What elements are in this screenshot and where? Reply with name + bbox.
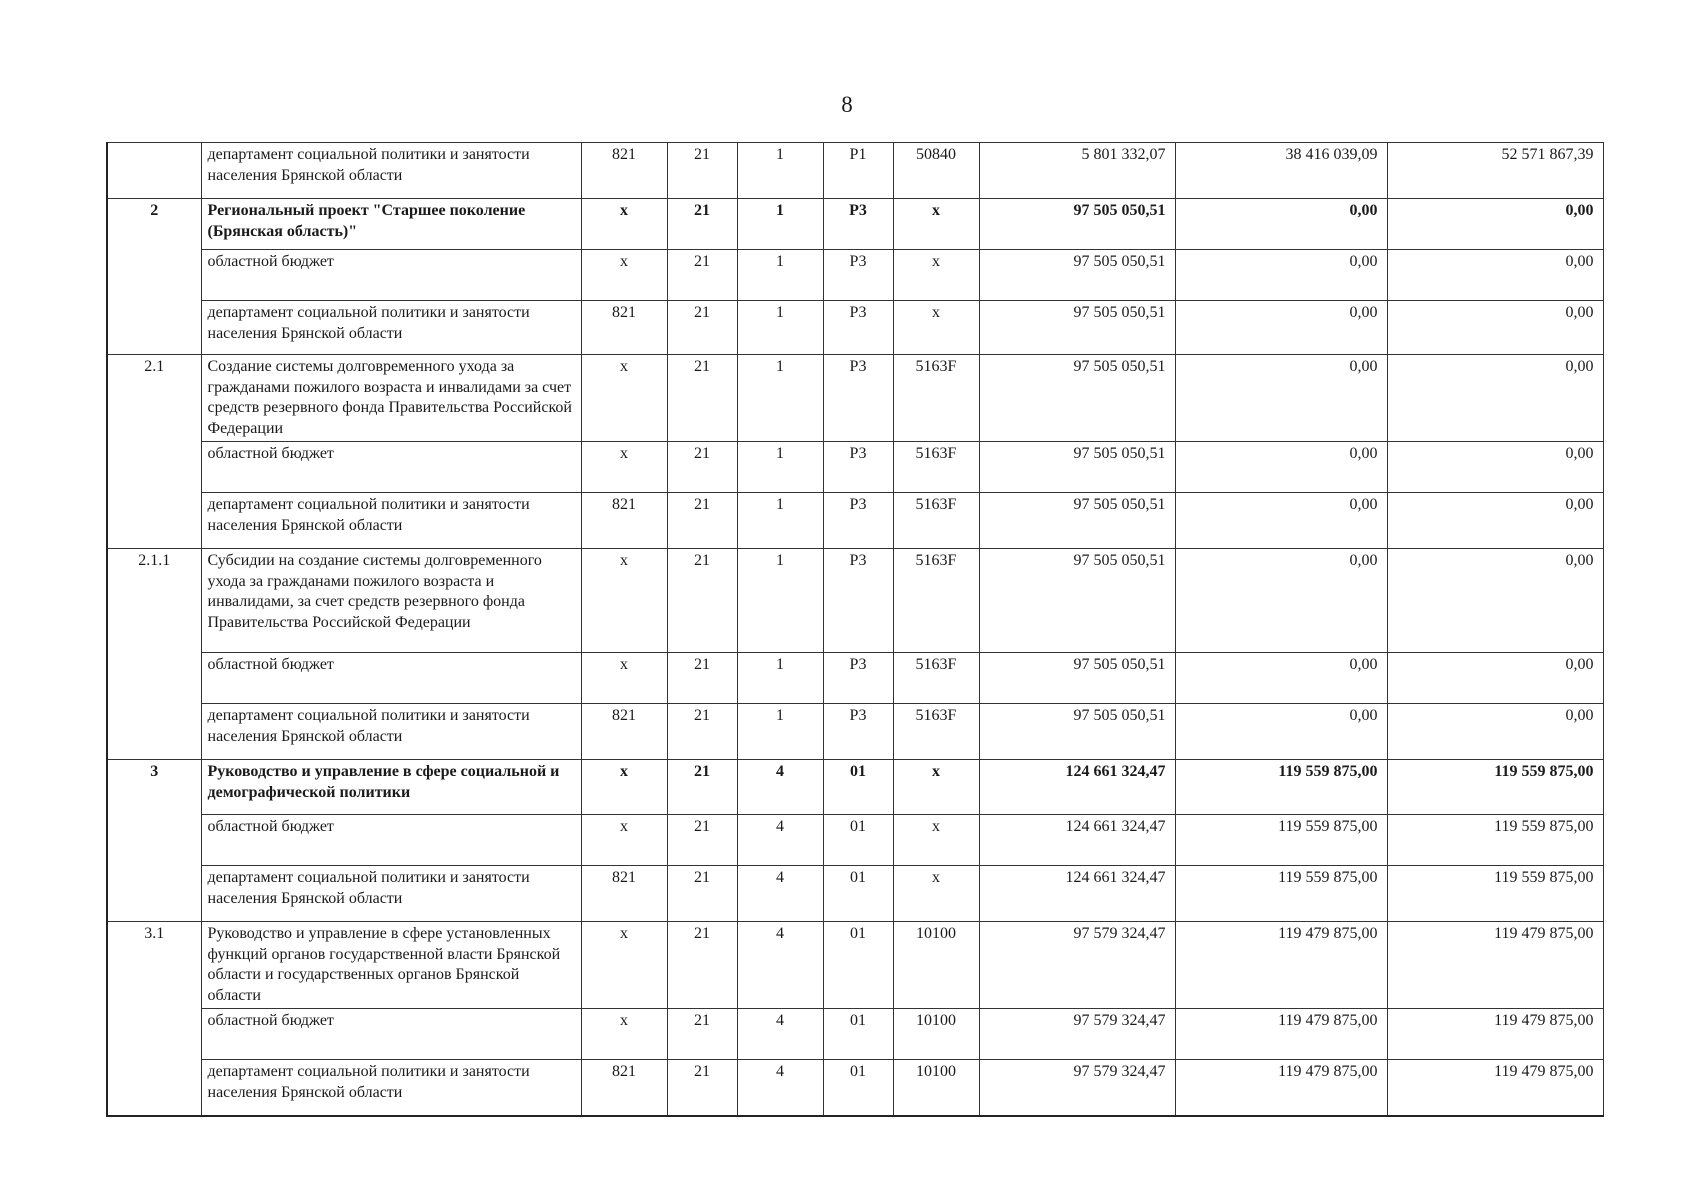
program-code: 21	[667, 549, 737, 653]
amount-year-3: 0,00	[1387, 199, 1603, 250]
direction-code: 5163F	[893, 442, 979, 493]
subprogram-code: 1	[737, 653, 823, 704]
amount-year-2: 0,00	[1175, 653, 1387, 704]
amount-year-1: 97 505 050,51	[979, 250, 1175, 301]
program-code: 21	[667, 250, 737, 301]
amount-year-1: 124 661 324,47	[979, 866, 1175, 922]
subprogram-code: 1	[737, 250, 823, 301]
grbs-code: х	[581, 760, 667, 815]
program-code: 21	[667, 866, 737, 922]
row-name: департамент социальной политики и занятости населения Брянской области	[201, 704, 581, 760]
grbs-code: х	[581, 922, 667, 1009]
table-row	[107, 355, 1603, 442]
table-row	[107, 493, 1603, 549]
amount-year-3: 119 479 875,00	[1387, 1009, 1603, 1060]
grbs-code: 821	[581, 704, 667, 760]
measure-code: 01	[823, 760, 893, 815]
subprogram-code: 1	[737, 355, 823, 442]
direction-code: 5163F	[893, 493, 979, 549]
amount-year-1: 97 505 050,51	[979, 549, 1175, 653]
measure-code: 01	[823, 922, 893, 1009]
table-row	[107, 653, 1603, 704]
direction-code: х	[893, 866, 979, 922]
program-code: 21	[667, 1009, 737, 1060]
table-row	[107, 704, 1603, 760]
subprogram-code: 1	[737, 442, 823, 493]
row-name: областной бюджет	[201, 250, 581, 301]
grbs-code: х	[581, 199, 667, 250]
row-name: Субсидии на создание системы долговременного ухода за гражданами пожилого возраста и инвалидами, за счет средств резервного фонда Правительства Российской Федерации	[201, 549, 581, 653]
grbs-code: 821	[581, 1060, 667, 1116]
program-code: 21	[667, 922, 737, 1009]
direction-code: 5163F	[893, 704, 979, 760]
measure-code: P3	[823, 704, 893, 760]
measure-code: P3	[823, 355, 893, 442]
row-name: департамент социальной политики и занятости населения Брянской области	[201, 493, 581, 549]
row-name: департамент социальной политики и занятости населения Брянской области	[201, 301, 581, 355]
measure-code: P3	[823, 250, 893, 301]
table-row	[107, 549, 1603, 653]
row-number: 2.1.1	[107, 549, 201, 760]
amount-year-1: 97 579 324,47	[979, 922, 1175, 1009]
amount-year-2: 119 479 875,00	[1175, 922, 1387, 1009]
measure-code: 01	[823, 1060, 893, 1116]
measure-code: P3	[823, 653, 893, 704]
amount-year-3: 119 479 875,00	[1387, 922, 1603, 1009]
amount-year-3: 0,00	[1387, 442, 1603, 493]
subprogram-code: 1	[737, 704, 823, 760]
subprogram-code: 1	[737, 549, 823, 653]
amount-year-1: 97 579 324,47	[979, 1060, 1175, 1116]
amount-year-2: 0,00	[1175, 301, 1387, 355]
row-name: областной бюджет	[201, 815, 581, 866]
measure-code: P3	[823, 442, 893, 493]
direction-code: 10100	[893, 922, 979, 1009]
amount-year-2: 0,00	[1175, 355, 1387, 442]
program-code: 21	[667, 301, 737, 355]
amount-year-1: 5 801 332,07	[979, 143, 1175, 199]
amount-year-1: 97 505 050,51	[979, 704, 1175, 760]
amount-year-2: 119 559 875,00	[1175, 760, 1387, 815]
grbs-code: х	[581, 653, 667, 704]
grbs-code: 821	[581, 143, 667, 199]
row-name: департамент социальной политики и занятости населения Брянской области	[201, 1060, 581, 1116]
table-row	[107, 922, 1603, 1009]
row-name: Руководство и управление в сфере установленных функций органов государственной власти Брянской области и государственных органов Брянской области	[201, 922, 581, 1009]
direction-code: 5163F	[893, 355, 979, 442]
table-row	[107, 442, 1603, 493]
amount-year-1: 124 661 324,47	[979, 815, 1175, 866]
grbs-code: х	[581, 355, 667, 442]
amount-year-2: 119 479 875,00	[1175, 1009, 1387, 1060]
measure-code: P1	[823, 143, 893, 199]
measure-code: 01	[823, 866, 893, 922]
amount-year-1: 97 505 050,51	[979, 355, 1175, 442]
page-number: 8	[841, 92, 853, 117]
amount-year-3: 119 479 875,00	[1387, 1060, 1603, 1116]
amount-year-2: 0,00	[1175, 250, 1387, 301]
amount-year-1: 97 505 050,51	[979, 199, 1175, 250]
table-row	[107, 815, 1603, 866]
amount-year-3: 119 559 875,00	[1387, 760, 1603, 815]
direction-code: 10100	[893, 1060, 979, 1116]
direction-code: 50840	[893, 143, 979, 199]
subprogram-code: 4	[737, 1060, 823, 1116]
program-code: 21	[667, 760, 737, 815]
direction-code: 10100	[893, 1009, 979, 1060]
amount-year-3: 0,00	[1387, 250, 1603, 301]
table-row	[107, 143, 1603, 199]
program-code: 21	[667, 355, 737, 442]
table-row	[107, 199, 1603, 250]
measure-code: P3	[823, 549, 893, 653]
amount-year-2: 119 559 875,00	[1175, 815, 1387, 866]
table-row	[107, 866, 1603, 922]
amount-year-3: 0,00	[1387, 355, 1603, 442]
program-code: 21	[667, 704, 737, 760]
grbs-code: х	[581, 442, 667, 493]
grbs-code: х	[581, 549, 667, 653]
amount-year-3: 52 571 867,39	[1387, 143, 1603, 199]
program-code: 21	[667, 1060, 737, 1116]
amount-year-3: 119 559 875,00	[1387, 815, 1603, 866]
subprogram-code: 4	[737, 922, 823, 1009]
measure-code: 01	[823, 1009, 893, 1060]
table-row	[107, 1009, 1603, 1060]
table-row	[107, 760, 1603, 815]
subprogram-code: 4	[737, 815, 823, 866]
program-code: 21	[667, 653, 737, 704]
program-code: 21	[667, 442, 737, 493]
budget-table	[106, 142, 1604, 1117]
amount-year-1: 97 579 324,47	[979, 1009, 1175, 1060]
direction-code: х	[893, 250, 979, 301]
program-code: 21	[667, 199, 737, 250]
direction-code: х	[893, 301, 979, 355]
amount-year-3: 119 559 875,00	[1387, 866, 1603, 922]
row-name: Создание системы долговременного ухода за гражданами пожилого возраста и инвалидами за счет средств резервного фонда Правительства Российской Федерации	[201, 355, 581, 442]
amount-year-1: 124 661 324,47	[979, 760, 1175, 815]
subprogram-code: 4	[737, 1009, 823, 1060]
row-name: областной бюджет	[201, 1009, 581, 1060]
amount-year-3: 0,00	[1387, 704, 1603, 760]
measure-code: P3	[823, 199, 893, 250]
row-name: Руководство и управление в сфере социальной и демографической политики	[201, 760, 581, 815]
amount-year-2: 0,00	[1175, 704, 1387, 760]
subprogram-code: 1	[737, 143, 823, 199]
amount-year-1: 97 505 050,51	[979, 653, 1175, 704]
subprogram-code: 1	[737, 493, 823, 549]
amount-year-3: 0,00	[1387, 301, 1603, 355]
direction-code: х	[893, 199, 979, 250]
amount-year-2: 119 559 875,00	[1175, 866, 1387, 922]
direction-code: х	[893, 760, 979, 815]
grbs-code: х	[581, 1009, 667, 1060]
direction-code: х	[893, 815, 979, 866]
amount-year-3: 0,00	[1387, 493, 1603, 549]
row-name: областной бюджет	[201, 653, 581, 704]
row-number	[107, 143, 201, 199]
row-name: Региональный проект "Старшее поколение (Брянская область)"	[201, 199, 581, 250]
row-name: департамент социальной политики и занятости населения Брянской области	[201, 866, 581, 922]
row-number: 3.1	[107, 922, 201, 1116]
program-code: 21	[667, 143, 737, 199]
amount-year-2: 0,00	[1175, 493, 1387, 549]
amount-year-2: 119 479 875,00	[1175, 1060, 1387, 1116]
subprogram-code: 4	[737, 866, 823, 922]
row-name: областной бюджет	[201, 442, 581, 493]
row-name: департамент социальной политики и занятости населения Брянской области	[201, 143, 581, 199]
amount-year-1: 97 505 050,51	[979, 493, 1175, 549]
amount-year-2: 38 416 039,09	[1175, 143, 1387, 199]
amount-year-3: 0,00	[1387, 653, 1603, 704]
grbs-code: х	[581, 815, 667, 866]
direction-code: 5163F	[893, 549, 979, 653]
table-row	[107, 250, 1603, 301]
grbs-code: х	[581, 250, 667, 301]
program-code: 21	[667, 493, 737, 549]
grbs-code: 821	[581, 301, 667, 355]
grbs-code: 821	[581, 493, 667, 549]
amount-year-2: 0,00	[1175, 199, 1387, 250]
measure-code: P3	[823, 493, 893, 549]
direction-code: 5163F	[893, 653, 979, 704]
row-number: 2	[107, 199, 201, 355]
subprogram-code: 1	[737, 301, 823, 355]
table-row	[107, 301, 1603, 355]
program-code: 21	[667, 815, 737, 866]
amount-year-1: 97 505 050,51	[979, 301, 1175, 355]
amount-year-1: 97 505 050,51	[979, 442, 1175, 493]
amount-year-2: 0,00	[1175, 442, 1387, 493]
grbs-code: 821	[581, 866, 667, 922]
subprogram-code: 4	[737, 760, 823, 815]
row-number: 2.1	[107, 355, 201, 549]
table-row	[107, 1060, 1603, 1116]
measure-code: P3	[823, 301, 893, 355]
amount-year-2: 0,00	[1175, 549, 1387, 653]
measure-code: 01	[823, 815, 893, 866]
subprogram-code: 1	[737, 199, 823, 250]
row-number: 3	[107, 760, 201, 922]
amount-year-3: 0,00	[1387, 549, 1603, 653]
